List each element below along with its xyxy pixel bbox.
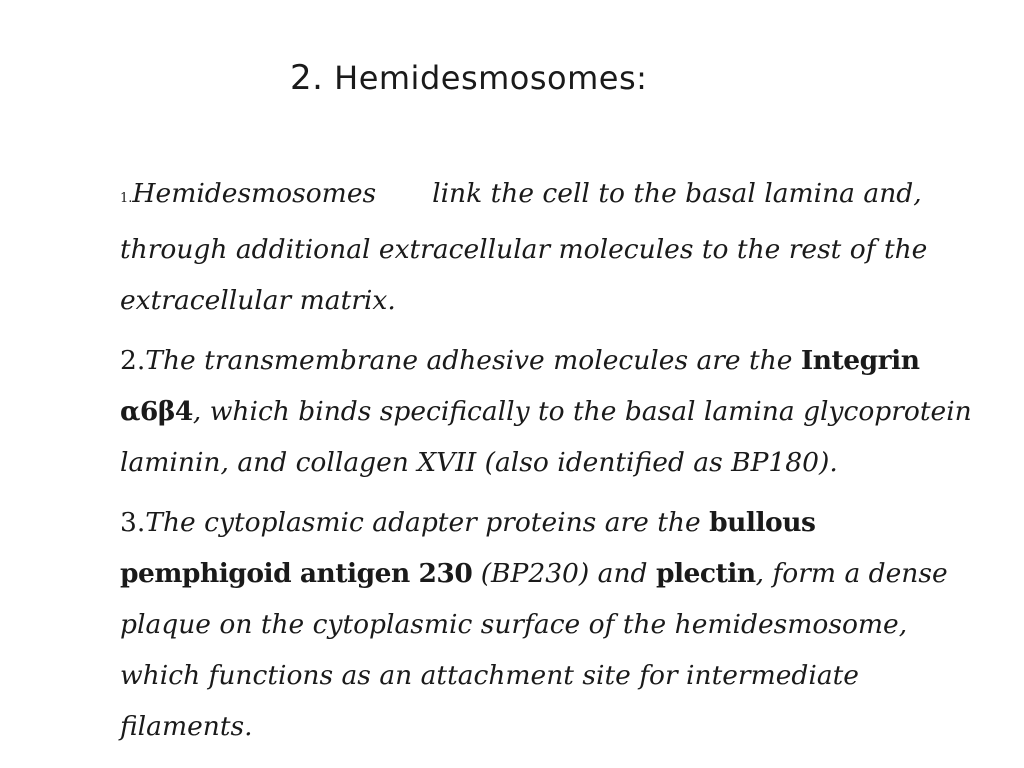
paragraph-2-text-a: The transmembrane adhesive molecules are the (145, 345, 801, 376)
slide-body (120, 168, 990, 761)
slide-title (290, 58, 647, 98)
paragraph-1-text: link the cell to the basal lamina and, through additional extracellular molecules to the rest of the extracellular matrix. (120, 178, 928, 316)
paragraph-2-bold-integrin: Integrin α6β4 (120, 345, 920, 427)
title-number: 2. (290, 58, 324, 98)
paragraph-1-term: Hemidesmosomes (132, 178, 377, 209)
paragraph-2-text-b: , which binds specifically to the basal lamina glycoprotein laminin, and collagen XVII (also identified as BP180). (120, 396, 972, 478)
paragraph-3-bold-plectin: plectin (655, 558, 756, 589)
paragraph-3-bold-antigen: bullous pemphigoid antigen 230 (120, 507, 816, 589)
title-text: Hemidesmosomes: (334, 59, 648, 97)
paragraph-3-text-a: The cytoplasmic adapter proteins are the (145, 507, 710, 538)
paragraph-3-text-c: , form a dense plaque on the cytoplasmic surface of the hemidesmosome, which functions as an attachment site for intermediate filaments. (120, 558, 948, 742)
paragraph-1 (120, 168, 990, 326)
paragraph-2 (120, 335, 990, 488)
paragraph-1-number: 1. (120, 191, 133, 206)
paragraph-3-text-b: (BP230) and (472, 558, 656, 589)
paragraph-3 (120, 497, 990, 752)
paragraph-2-number: 2. (120, 345, 146, 376)
paragraph-3-number: 3. (120, 507, 146, 538)
